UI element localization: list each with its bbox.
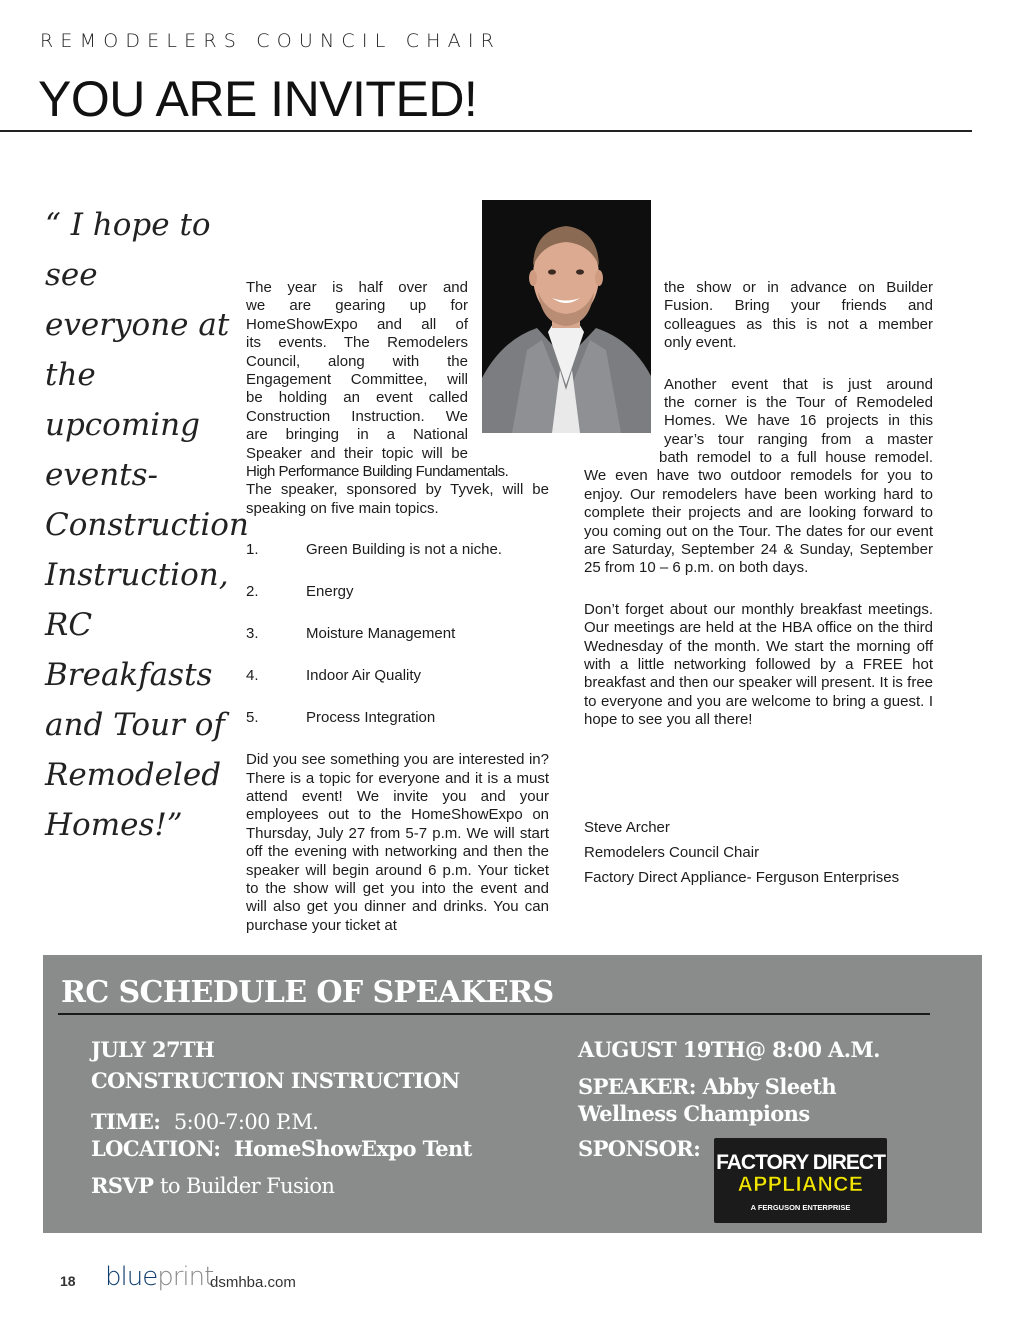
author-name: Steve Archer [584, 819, 670, 836]
paragraph-tour-intro [664, 279, 933, 353]
schedule-title: RC SCHEDULE OF SPEAKERS [61, 975, 554, 1010]
logo-line-2: APPLIANCE [737, 1173, 864, 1196]
page-footer [60, 1262, 460, 1302]
blueprint-logo [105, 1262, 213, 1292]
intro-paragraph-rest: The speaker, sponsored by Tyvek, will be speaking on five main topics. [246, 481, 549, 517]
schedule-event-july [91, 1037, 511, 1198]
header-rule [0, 130, 972, 132]
event-sponsor-label: SPONSOR: [578, 1136, 701, 1161]
body-line-condensed: High Performance Building Fundamentals. [246, 463, 509, 481]
list-item [246, 583, 549, 601]
event-date: AUGUST 19TH@ 8:00 A.M. [578, 1037, 880, 1062]
brand-print-part: print [157, 1262, 214, 1292]
pull-quote-line: Instruction, [45, 557, 229, 593]
article-column-2-top [664, 279, 933, 449]
closing-paragraph: Did you see something you are interested in? There is a topic for everyone and it is a must attend event! We invite you and your employees out to the HomeShowExpo on Thursday, July 27 from 5-7 p.m. We will start off the evening with networking and then the speaker will begin around 6 p.m. Your ticket to the show will get you into the event and will also get you dinner and drinks. You can purchase your ticket at [246, 751, 549, 934]
list-number: 5. [246, 709, 259, 727]
body-line: The year is half over and [246, 279, 468, 296]
page-headline: YOU ARE INVITED! [38, 71, 478, 127]
event-time [91, 1109, 511, 1134]
author-company: Factory Direct Appliance- Ferguson Enterprises [584, 869, 900, 886]
pull-quote-line: Construction [45, 507, 249, 543]
pull-quote-line: the upcoming [45, 357, 200, 443]
body-line: Fusion. Bring your friends and [664, 297, 933, 315]
body-line: Engagement Committee, will [246, 371, 468, 389]
schedule-rule [58, 1013, 930, 1015]
factory-direct-appliance-logo [714, 1138, 887, 1223]
portrait-image [482, 200, 651, 433]
body-line: its events. The Remodelers [246, 334, 468, 352]
author-signature [584, 815, 944, 890]
section-kicker: REMODELERS COUNCIL CHAIR [40, 30, 502, 52]
event-title: CONSTRUCTION INSTRUCTION [91, 1068, 460, 1093]
body-line: Speaker and their topic will be [246, 444, 468, 462]
paragraph-tour-details-start [664, 376, 933, 450]
pull-quote [45, 200, 249, 850]
body-line: Council, along with the [246, 352, 468, 370]
list-number: 4. [246, 667, 259, 685]
body-line: the corner is the Tour of Remodeled [664, 394, 933, 412]
list-item [246, 541, 549, 559]
paragraph-breakfast: Don’t forget about our monthly breakfast meetings. Our meetings are held at the HBA office on the third Wednesday of the month. We start the morning off with a little networking followed by a FREE hot breakfast and then our speaker will present. It is free to everyone and you are welcome to bring a guest. I hope to see you all there! [584, 600, 933, 729]
body-line: Construction Instruction. We [246, 407, 468, 425]
pull-quote-line: events- [45, 457, 159, 493]
body-line: only event. [664, 334, 737, 352]
rsvp-label: RSVP [91, 1173, 154, 1198]
body-line: colleagues as this is not a member [664, 315, 933, 333]
location-label: LOCATION: [91, 1136, 221, 1161]
topic-list [246, 541, 549, 727]
location-value: HomeShowExpo Tent [233, 1136, 472, 1161]
body-line: Homes. We have 16 projects in this [664, 412, 933, 430]
body-line: the show or in advance on Builder [664, 279, 933, 296]
time-value: 5:00-7:00 P.M. [173, 1110, 319, 1134]
body-line: bath remodel to a full house remodel. [659, 449, 933, 466]
pull-quote-line: and Tour of [45, 707, 225, 743]
paragraph-tour-rest: We even have two outdoor remodels for you to enjoy. Our remodelers have been working hard to complete their projects and are looking forward to you coming out on the Tour. The dates for our event are Saturday, September 24 & Sunday, September 25 from 10 – 6 p.m. on both days. [584, 467, 933, 577]
event-location [91, 1136, 511, 1161]
body-line: HomeShowExpo and all of [246, 315, 468, 333]
author-photo [482, 200, 651, 433]
event-rsvp [91, 1173, 511, 1198]
list-text: Moisture Management [306, 625, 456, 643]
pull-quote-line: Breakfasts [45, 657, 213, 693]
list-text: Green Building is not a niche. [306, 541, 502, 559]
body-line: are bringing in a National [246, 426, 468, 444]
logo-line-1: FACTORY DIRECT [716, 1151, 885, 1174]
list-item [246, 667, 549, 685]
pull-quote-line: Remodeled [45, 757, 222, 793]
rsvp-value: to Builder Fusion [160, 1174, 335, 1198]
event-organization: Wellness Champions [578, 1101, 810, 1126]
list-number: 1. [246, 541, 259, 559]
body-line: we are gearing up for [246, 297, 468, 315]
body-line: year’s tour ranging from a master [664, 430, 933, 448]
list-text: Process Integration [306, 709, 436, 727]
list-text: Indoor Air Quality [306, 667, 422, 685]
list-number: 2. [246, 583, 259, 601]
logo-line-3: A FERGUSON ENTERPRISE [750, 1203, 851, 1212]
pull-quote-line: RC [45, 607, 93, 643]
pull-quote-line: Homes!” [45, 807, 183, 843]
brand-blue-part: blue [105, 1262, 158, 1292]
speaker-schedule-box [43, 955, 982, 1233]
page-number: 18 [60, 1273, 76, 1289]
list-item [246, 709, 549, 727]
pull-quote-line: everyone at [45, 307, 230, 343]
list-number: 3. [246, 625, 259, 643]
event-date: JULY 27TH [91, 1037, 215, 1062]
body-line: be holding an event called [246, 389, 468, 407]
sponsor-logo [714, 1138, 887, 1223]
website-url[interactable]: dsmhba.com [210, 1274, 296, 1291]
body-line: Another event that is just around [664, 375, 933, 393]
list-item [246, 625, 549, 643]
pull-quote-line: “ I hope to see [45, 207, 211, 293]
article-column-2-bottom [584, 449, 933, 730]
time-label: TIME: [91, 1109, 161, 1134]
event-speaker: SPEAKER: Abby Sleeth [578, 1074, 837, 1099]
list-text: Energy [306, 583, 354, 601]
intro-narrow-block [246, 279, 468, 463]
author-title: Remodelers Council Chair [584, 844, 760, 861]
